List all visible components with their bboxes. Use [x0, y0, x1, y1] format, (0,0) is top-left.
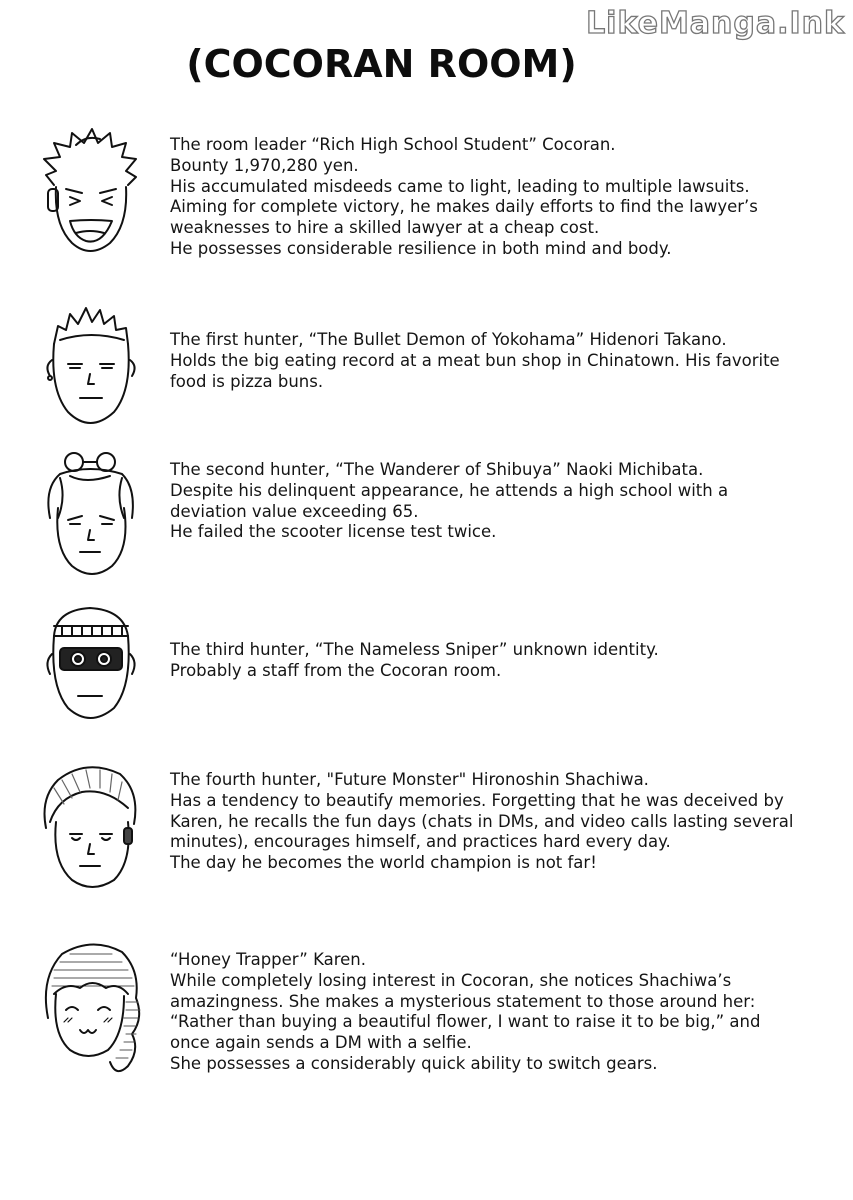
description-line: weaknesses to hire a skilled lawyer at a cheap cost. — [170, 218, 600, 238]
description-line: He possesses considerable resilience in both mind and body. — [170, 238, 672, 258]
portrait-michibata-icon — [36, 448, 146, 588]
portrait-cocoran-icon — [36, 125, 146, 265]
description-line: While completely losing interest in Cocoran, she notices Shachiwa’s — [170, 970, 732, 990]
description-line: “Rather than buying a beautiful flower, I want to raise it to be big,” and — [170, 1012, 761, 1032]
portrait-karen-icon — [36, 938, 146, 1078]
description-line: The second hunter, “The Wanderer of Shibuya” Naoki Michibata. — [170, 460, 704, 479]
description-line: His accumulated misdeeds came to light, leading to multiple lawsuits. — [170, 176, 750, 196]
description-line: deviation value exceeding 65. — [170, 501, 419, 521]
description-line: Probably a staff from the Cocoran room. — [170, 660, 502, 680]
portrait-sniper-icon — [36, 596, 146, 736]
description-line: The fourth hunter, "Future Monster" Hironoshin Shachiwa. — [170, 770, 649, 789]
description-line: once again sends a DM with a selfie. — [170, 1033, 472, 1053]
description-line: Has a tendency to beautify memories. Forgetting that he was deceived by — [170, 790, 784, 810]
portrait-takano-icon — [36, 300, 146, 440]
page-title: (COCORAN ROOM) — [186, 42, 577, 86]
portrait-shachiwa-icon — [36, 758, 146, 898]
description-line: She possesses a considerably quick ability to switch gears. — [170, 1053, 658, 1073]
description-line: “Honey Trapper” Karen. — [170, 950, 366, 969]
description-line: minutes), encourages himself, and practices hard every day. — [170, 832, 671, 852]
description-line: Holds the big eating record at a meat bun shop in Chinatown. His favorite — [170, 350, 780, 370]
description-line: Despite his delinquent appearance, he attends a high school with a — [170, 480, 729, 500]
description-line: amazingness. She makes a mysterious statement to those around her: — [170, 991, 756, 1011]
watermark-logo: LikeManga.Ink — [586, 6, 845, 41]
description-line: The first hunter, “The Bullet Demon of Yokohama” Hidenori Takano. — [170, 330, 727, 349]
description-line: He failed the scooter license test twice. — [170, 522, 497, 542]
description-line: The room leader “Rich High School Student” Cocoran. — [170, 135, 616, 154]
description-line: Karen, he recalls the fun days (chats in DMs, and video calls lasting several — [170, 811, 794, 831]
description-line: The third hunter, “The Nameless Sniper” unknown identity. — [170, 640, 659, 659]
description-line: food is pizza buns. — [170, 371, 324, 391]
description-line: The day he becomes the world champion is not far! — [170, 853, 597, 873]
description-line: Aiming for complete victory, he makes daily efforts to find the lawyer’s — [170, 197, 758, 217]
description-line: Bounty 1,970,280 yen. — [170, 155, 359, 175]
